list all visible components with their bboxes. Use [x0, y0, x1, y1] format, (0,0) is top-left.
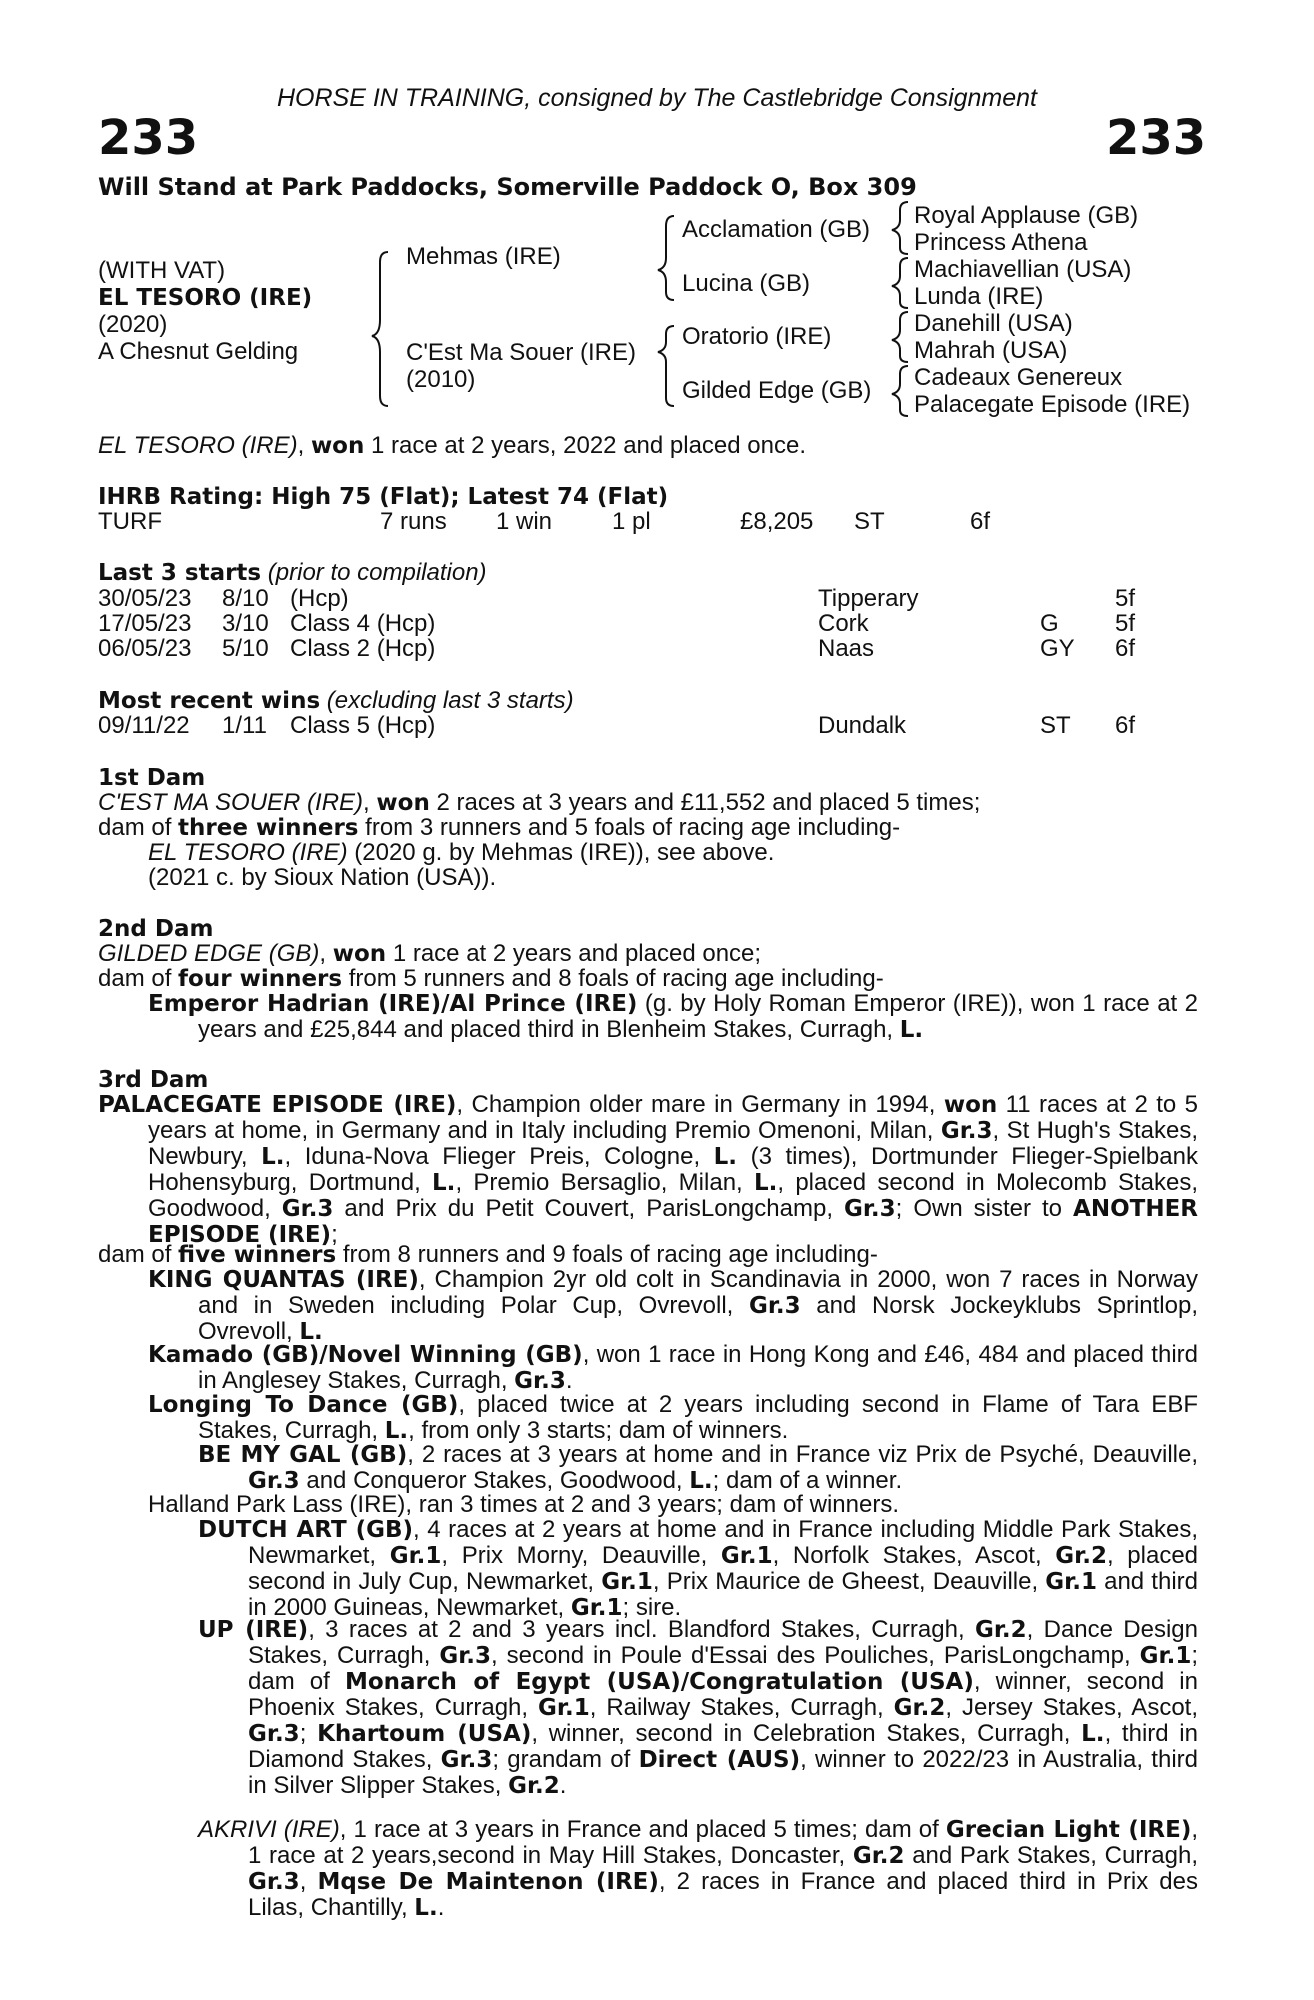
ancestor-5: Danehill (USA)	[914, 310, 1073, 337]
akrivi-maintenon-name: Mqse De Maintenon (IRE)	[317, 1869, 659, 1895]
rating-heading: IHRB Rating: High 75 (Flat); Latest 74 (Flat)	[98, 484, 669, 510]
king-quantas-text: , Champion 2yr old colt in Scandinavia in 2000, won 7 races in Norway and in Sweden including Polar Cup, Ovrevoll,	[198, 1266, 1198, 1319]
recent-wins-header	[98, 688, 574, 714]
last3-row-2-race: Class 4 (Hcp)	[290, 610, 436, 637]
recent-win-going: ST	[1040, 712, 1071, 739]
up-grade-1: Gr.2	[974, 1617, 1027, 1643]
rating-going: ST	[854, 508, 885, 535]
last3-row-3-race: Class 2 (Hcp)	[290, 635, 436, 662]
first-dam-child-1-name: EL TESORO (IRE)	[148, 839, 348, 866]
last3-row-3-going: GY	[1040, 635, 1075, 662]
dam-dam: Gilded Edge (GB)	[682, 377, 872, 404]
race-summary: EL TESORO (IRE), won 1 race at 2 years, 2022 and placed once.	[98, 432, 807, 459]
third-dam-text-9: ; Own sister to	[895, 1195, 1074, 1222]
third-dam-grade-2: Gr.3	[281, 1196, 334, 1222]
up-text-5: , winner, second in Phoenix Stakes, Curragh,	[248, 1668, 1198, 1721]
longing-to-dance-listed: L.	[384, 1418, 409, 1444]
third-dam-text-5: (3 times), Dortmunder Flieger-Spielbank Hohensyburg, Dortmund,	[148, 1143, 1198, 1196]
second-dam-produce-line	[98, 966, 884, 992]
second-dam-text2: from 5 runners and 8 foals of racing age including-	[342, 965, 884, 992]
progeny-longing-to-dance	[148, 1391, 1198, 1444]
third-dam-grade-1: Gr.3	[940, 1118, 993, 1144]
summary-won: won	[310, 433, 365, 459]
up-text-2: , Dance Design Stakes, Curragh,	[248, 1616, 1199, 1669]
third-dam-heading: 3rd Dam	[98, 1067, 209, 1093]
third-dam-grade-3: Gr.3	[843, 1196, 896, 1222]
first-dam-text2: from 3 runners and 5 foals of racing age including-	[358, 814, 901, 841]
progeny-king-quantas	[148, 1266, 1199, 1345]
last3-row-2-going: G	[1040, 610, 1059, 637]
last3-row-2-pos: 3/10	[222, 610, 269, 637]
second-dam-winners: four winners	[178, 966, 343, 992]
up-text-6: , Railway Stakes, Curragh,	[589, 1694, 894, 1721]
summary-text: 1 race at 2 years, 2022 and placed once.	[364, 432, 807, 459]
first-dam-won: won	[376, 790, 430, 816]
akrivi-grecian-light-name: Grecian Light (IRE)	[945, 1817, 1192, 1843]
first-dam-produce-line	[98, 815, 900, 841]
up-grade-8: Gr.2	[508, 1773, 560, 1799]
third-dam-listed-1: L.	[261, 1144, 285, 1170]
up-text-9: , winner, second in Celebration Stakes, Curragh,	[531, 1720, 1082, 1747]
up-khartoum-name: Khartoum (USA)	[317, 1721, 532, 1747]
dutch-art-grade-6: Gr.1	[570, 1595, 623, 1621]
up-text-10: , third in Diamond Stakes,	[248, 1720, 1198, 1773]
dutch-art-grade-5: Gr.1	[1045, 1569, 1097, 1595]
summary-horse-name: EL TESORO (IRE)	[98, 432, 298, 459]
third-dam-text-7: , placed second in Molecomb Stakes, Goodwood,	[148, 1169, 1198, 1222]
akrivi-listed: L.	[414, 1895, 438, 1921]
second-dam-child-end: L.	[899, 1017, 924, 1043]
be-my-gal-text-2: and Conqueror Stakes, Goodwood,	[299, 1467, 690, 1494]
rating-earnings: £8,205	[740, 508, 814, 535]
king-quantas-text-2: and Norsk Jockeyklubs Sprintlop, Ovrevoll,	[198, 1292, 1199, 1345]
up-grade-4: Gr.1	[538, 1695, 590, 1721]
sire: Mehmas (IRE)	[406, 243, 561, 270]
akrivi-text-5: , 2 races in France and placed third in Prix des Lilas, Chantilly,	[248, 1868, 1199, 1921]
dam: C'Est Ma Souer (IRE)	[406, 339, 636, 366]
second-dam-child-name: Emperor Hadrian (IRE)/Al Prince (IRE)	[148, 991, 638, 1017]
progeny-be-my-gal	[198, 1441, 1199, 1494]
last3-row-1-date: 30/05/23	[98, 585, 192, 612]
last3-row-3-date: 06/05/23	[98, 635, 192, 662]
up-direct-name: Direct (AUS)	[638, 1747, 801, 1773]
last3-row-2-dist: 5f	[1115, 610, 1136, 637]
akrivi-text-1: , 1 race at 3 years in France and placed 5 times; dam of	[339, 1816, 946, 1843]
akrivi-text-4: ,	[299, 1868, 318, 1895]
last3-note: (prior to compilation)	[261, 559, 487, 586]
rating-runs: 7 runs	[380, 508, 447, 535]
third-dam-won: won	[943, 1092, 998, 1118]
ancestor-7: Cadeaux Genereux	[914, 364, 1123, 391]
recent-win-date: 09/11/22	[98, 712, 190, 739]
longing-to-dance-name: Longing To Dance (GB)	[148, 1392, 459, 1418]
sire-dam: Lucina (GB)	[682, 270, 811, 297]
longing-to-dance-text-2: , from only 3 starts; dam of winners.	[408, 1417, 789, 1444]
third-dam-text-3: , St Hugh's Stakes, Newbury,	[148, 1117, 1199, 1170]
recent-win-pos: 1/11	[222, 712, 267, 739]
rating-distance: 6f	[970, 508, 991, 535]
ancestor-2: Princess Athena	[914, 229, 1088, 256]
first-dam-line: C'EST MA SOUER (IRE), won 2 races at 3 years and £11,552 and placed 5 times;	[98, 789, 981, 816]
recent-win-dist: 6f	[1115, 712, 1136, 739]
kamado-grade: Gr.3	[514, 1368, 566, 1394]
last3-row-3-dist: 6f	[1115, 635, 1136, 662]
up-text-8: ;	[299, 1720, 318, 1747]
last3-header	[98, 560, 487, 586]
up-text-3: , second in Poule d'Essai des Pouliches, ParisLongchamp,	[491, 1642, 1140, 1669]
up-monarch-name: Monarch of Egypt (USA)/Congratulation (USA)	[344, 1669, 974, 1695]
progeny-up	[198, 1616, 1199, 1799]
dutch-art-text-7: ; sire.	[622, 1594, 682, 1621]
last3-heading: Last 3 starts	[98, 560, 262, 586]
last3-row-2-date: 17/05/23	[98, 610, 192, 637]
third-dam-produce-line	[98, 1242, 878, 1268]
progeny-akrivi	[198, 1816, 1199, 1921]
first-dam-text: 2 races at 3 years and £11,552 and placed 5 times;	[429, 789, 981, 816]
up-text-12: , winner to 2022/23 in Australia, third in Silver Slipper Stakes,	[248, 1746, 1198, 1799]
progeny-kamado	[148, 1341, 1198, 1394]
kamado-name: Kamado (GB)/Novel Winning (GB)	[148, 1342, 583, 1368]
dam-year: (2010)	[406, 366, 476, 393]
horse-description: A Chesnut Gelding	[98, 338, 299, 365]
third-dam-listed-2: L.	[713, 1144, 738, 1170]
third-dam-damof: dam of	[98, 1241, 179, 1268]
stand-location: Will Stand at Park Paddocks, Somerville Paddock O, Box 309	[98, 173, 917, 201]
third-dam-produce-text: from 8 runners and 9 foals of racing age including-	[336, 1241, 878, 1268]
dutch-art-name: DUTCH ART (GB)	[198, 1517, 413, 1543]
king-quantas-listed: L.	[299, 1319, 323, 1345]
up-grade-3: Gr.1	[1139, 1643, 1192, 1669]
recent-win-race: Class 5 (Hcp)	[290, 712, 436, 739]
rating-wins: 1 win	[496, 508, 553, 535]
dutch-art-text-3: , Norfolk Stakes, Ascot,	[772, 1542, 1056, 1569]
akrivi-name: AKRIVI (IRE)	[198, 1816, 340, 1843]
dutch-art-text-5: , Prix Maurice de Gheest, Deauville,	[652, 1568, 1046, 1595]
up-grade-6: Gr.3	[248, 1721, 300, 1747]
dutch-art-text-2: , Prix Morny, Deauville,	[441, 1542, 721, 1569]
ancestor-6: Mahrah (USA)	[914, 337, 1068, 364]
last3-row-3-course: Naas	[818, 635, 875, 662]
akrivi-text-6: .	[437, 1894, 445, 1921]
kamado-end: .	[565, 1367, 573, 1394]
first-dam-child-2: (2021 c. by Sioux Nation (USA)).	[148, 864, 497, 891]
lot-number-left: 233	[98, 110, 199, 166]
ancestor-3: Machiavellian (USA)	[914, 256, 1132, 283]
third-dam-text-4: , Iduna-Nova Flieger Preis, Cologne,	[284, 1143, 714, 1170]
up-name: UP (IRE)	[198, 1617, 309, 1643]
up-text-11: ; grandam of	[492, 1746, 639, 1773]
last3-row-1-race: (Hcp)	[290, 585, 349, 612]
dutch-art-text-6: and third in 2000 Guineas, Newmarket,	[248, 1568, 1198, 1621]
dutch-art-grade-2: Gr.1	[720, 1543, 773, 1569]
kamado-text: , won 1 race in Hong Kong and £46, 484 and placed third in Anglesey Stakes, Curragh,	[198, 1341, 1198, 1394]
last3-row-1-dist: 5f	[1115, 585, 1136, 612]
first-dam-heading: 1st Dam	[98, 765, 206, 791]
last3-row-1-pos: 8/10	[222, 585, 269, 612]
first-dam-child-1	[148, 840, 774, 866]
up-grade-5: Gr.2	[893, 1695, 946, 1721]
first-dam-child-1-text: (2020 g. by Mehmas (IRE)), see above.	[347, 839, 775, 866]
third-dam-text-8: and Prix du Petit Couvert, ParisLongchamp,	[333, 1195, 844, 1222]
up-grade-7: Gr.3	[440, 1747, 493, 1773]
second-dam-damof: dam of	[98, 965, 179, 992]
recent-wins-heading: Most recent wins	[98, 688, 321, 714]
up-text-13: .	[559, 1772, 567, 1799]
horse-year: (2020)	[98, 311, 168, 338]
akrivi-grade-2: Gr.3	[248, 1869, 300, 1895]
akrivi-text-2: , 1 race at 2 years,second in May Hill Stakes, Doncaster,	[248, 1816, 1198, 1869]
be-my-gal-grade: Gr.3	[248, 1468, 300, 1494]
king-quantas-name: KING QUANTAS (IRE)	[148, 1267, 419, 1293]
last3-row-2-course: Cork	[818, 610, 869, 637]
second-dam-won: won	[332, 941, 387, 967]
second-dam-line: GILDED EDGE (GB), won 1 race at 2 years and placed once;	[98, 940, 762, 967]
dutch-art-grade-4: Gr.1	[601, 1569, 653, 1595]
ancestor-1: Royal Applause (GB)	[914, 202, 1139, 229]
be-my-gal-listed: L.	[689, 1468, 713, 1494]
ancestor-4: Lunda (IRE)	[914, 283, 1044, 310]
second-dam-name: GILDED EDGE (GB)	[98, 940, 320, 967]
first-dam-name: C'EST MA SOUER (IRE)	[98, 789, 364, 816]
akrivi-grade-1: Gr.2	[852, 1843, 905, 1869]
dutch-art-text-1: , 4 races at 2 years at home and in France including Middle Park Stakes, Newmarket,	[248, 1516, 1198, 1569]
dutch-art-grade-3: Gr.2	[1055, 1543, 1107, 1569]
third-dam-paragraph	[98, 1091, 1199, 1248]
dutch-art-grade-1: Gr.1	[389, 1543, 442, 1569]
last3-row-3-pos: 5/10	[222, 635, 269, 662]
akrivi-text-3: and Park Stakes, Curragh,	[904, 1842, 1198, 1869]
third-dam-winners: five winners	[178, 1242, 337, 1268]
rating-placed: 1 pl	[612, 508, 651, 535]
last3-row-1-course: Tipperary	[818, 585, 919, 612]
third-dam-text-1: , Champion older mare in Germany in 1994,	[456, 1091, 944, 1118]
longing-to-dance-text: , placed twice at 2 years including second in Flame of Tara EBF Stakes, Curragh,	[198, 1391, 1198, 1444]
king-quantas-grade: Gr.3	[748, 1293, 801, 1319]
horse-name: EL TESORO (IRE)	[98, 285, 313, 311]
second-dam-heading: 2nd Dam	[98, 916, 214, 942]
dutch-art-text-4: , placed second in July Cup, Newmarket,	[248, 1542, 1199, 1595]
recent-wins-note: (excluding last 3 starts)	[320, 687, 574, 714]
up-text-4: ; dam of	[248, 1642, 1199, 1695]
progeny-dutch-art	[198, 1516, 1199, 1621]
sire-sire: Acclamation (GB)	[682, 216, 871, 243]
third-dam-listed-3: L.	[432, 1170, 456, 1196]
second-dam-child-text: (g. by Holy Roman Emperor (IRE)), won 1 race at 2 years and £25,844 and placed third in Blenheim Stakes, Curragh,	[198, 990, 1198, 1043]
third-dam-sister: ANOTHER EPISODE (IRE)	[148, 1196, 1198, 1248]
second-dam-child	[148, 990, 1198, 1043]
lot-number-right: 233	[1106, 110, 1207, 166]
be-my-gal-text: , 2 races at 3 years at home and in France viz Prix de Psyché, Deauville,	[407, 1441, 1199, 1468]
up-listed-1: L.	[1081, 1721, 1105, 1747]
third-dam-text-10: ;	[331, 1221, 338, 1248]
up-text-7: , Jersey Stakes, Ascot,	[945, 1694, 1199, 1721]
be-my-gal-text-3: ; dam of a winner.	[712, 1467, 903, 1494]
be-my-gal-name: BE MY GAL (GB)	[198, 1442, 408, 1468]
consignor-line: HORSE IN TRAINING, consigned by The Castlebridge Consignment	[276, 84, 1038, 112]
third-dam-text-2: 11 races at 2 to 5 years at home, in Germany and in Italy including Premio Omenoni, Milan,	[148, 1091, 1198, 1144]
first-dam-damof: dam of	[98, 814, 179, 841]
recent-win-course: Dundalk	[818, 712, 907, 739]
second-dam-text: 1 race at 2 years and placed once;	[386, 940, 762, 967]
up-text-1: , 3 races at 2 and 3 years incl. Blandford Stakes, Curragh,	[308, 1616, 975, 1643]
third-dam-name: PALACEGATE EPISODE (IRE)	[98, 1092, 457, 1118]
third-dam-text-6: , Premio Bersaglio, Milan,	[455, 1169, 754, 1196]
first-dam-winners: three winners	[178, 815, 359, 841]
vat-note: (WITH VAT)	[98, 257, 226, 284]
progeny-halland-park-lass: Halland Park Lass (IRE), ran 3 times at 2 and 3 years; dam of winners.	[148, 1491, 899, 1518]
ancestor-8: Palacegate Episode (IRE)	[914, 391, 1191, 418]
up-grade-2: Gr.3	[439, 1643, 492, 1669]
rating-surface: TURF	[98, 508, 162, 535]
dam-sire: Oratorio (IRE)	[682, 323, 832, 350]
third-dam-listed-4: L.	[753, 1170, 778, 1196]
